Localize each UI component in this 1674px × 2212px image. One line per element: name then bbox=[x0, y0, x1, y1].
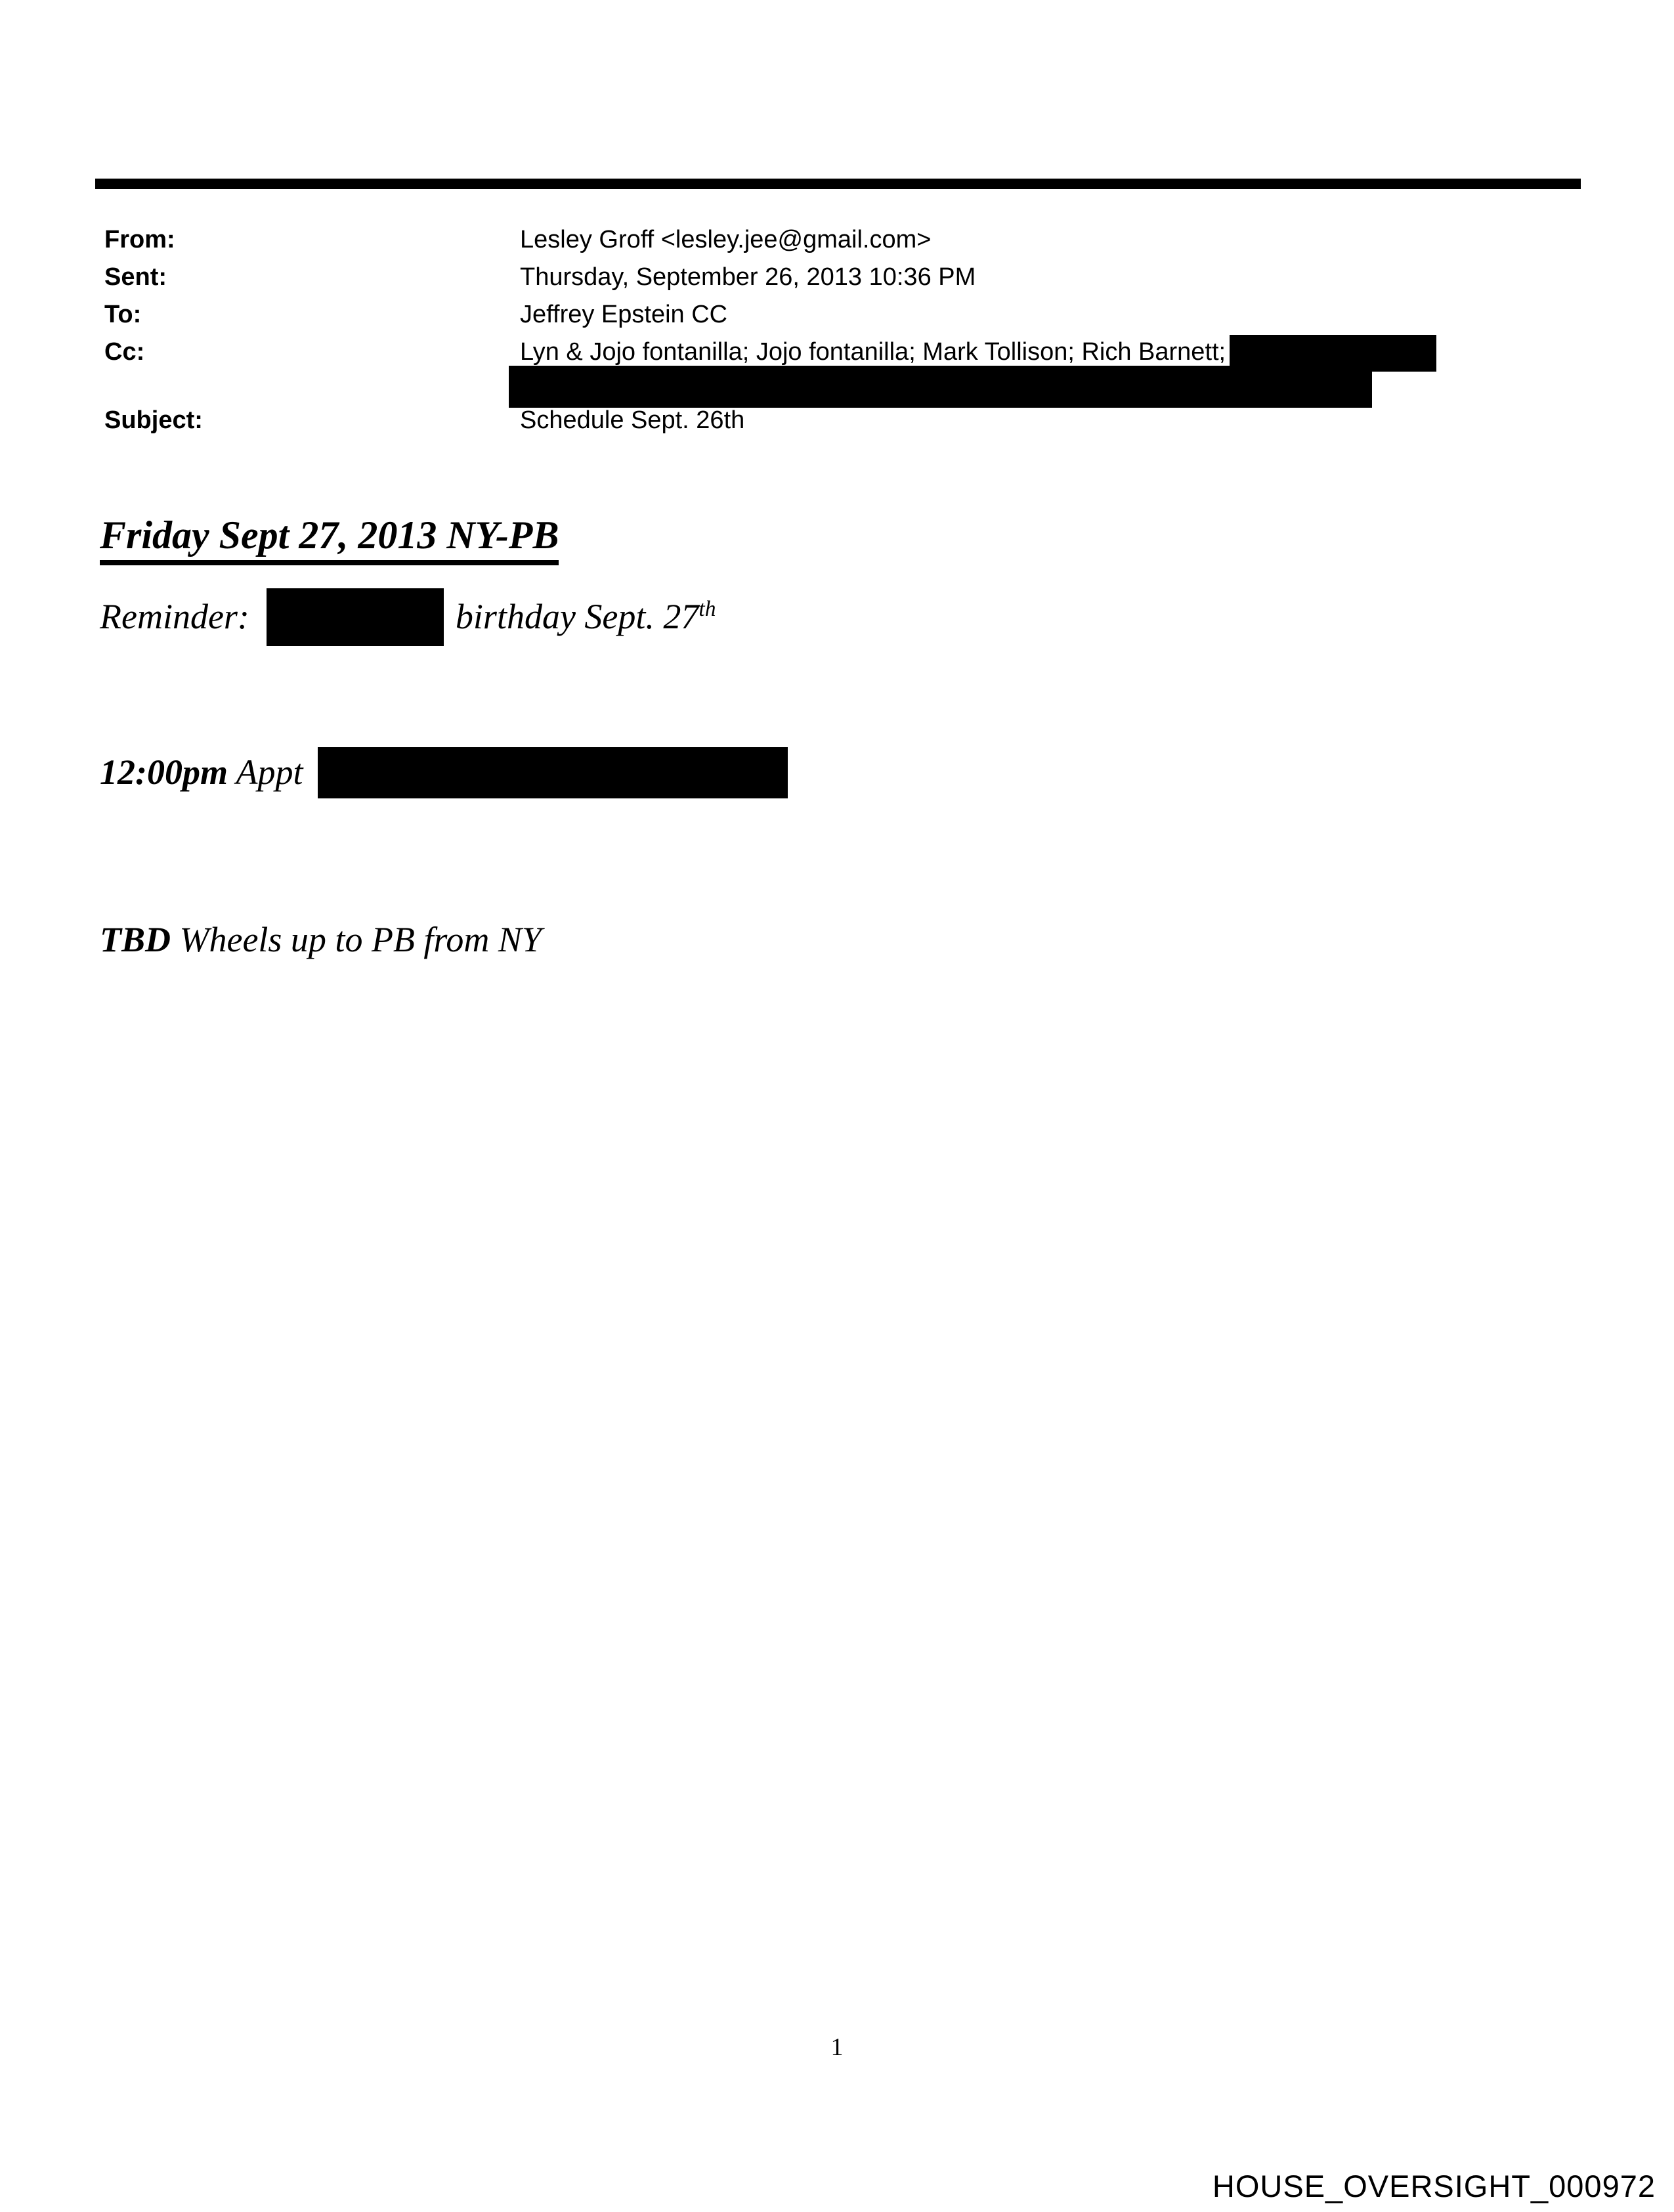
cc-label: Cc: bbox=[104, 338, 145, 366]
redaction-box-reminder bbox=[267, 588, 444, 646]
reminder-label: Reminder: bbox=[100, 597, 249, 637]
reminder-text bbox=[456, 597, 716, 636]
schedule-day-heading bbox=[100, 513, 559, 565]
reminder-line bbox=[100, 588, 716, 646]
header-field-subject bbox=[104, 402, 744, 439]
appointment-line bbox=[100, 747, 788, 798]
sent-label: Sent: bbox=[104, 263, 167, 291]
header-field-to bbox=[104, 296, 727, 334]
cc-value-text: Lyn & Jojo fontanilla; Jojo fontanilla; Mark Tollison; Rich Barnett; bbox=[520, 338, 1226, 366]
tbd-text: Wheels up to PB from NY bbox=[171, 920, 542, 959]
redaction-box-appointment bbox=[318, 747, 788, 798]
reminder-ordinal: th bbox=[698, 597, 716, 622]
appointment-label: Appt bbox=[228, 752, 303, 792]
subject-value: Schedule Sept. 26th bbox=[520, 406, 745, 434]
tbd-label: TBD bbox=[100, 920, 171, 959]
from-value: Lesley Groff <lesley.jee@gmail.com> bbox=[520, 226, 932, 253]
to-label: To: bbox=[104, 301, 142, 328]
header-field-sent bbox=[104, 259, 976, 296]
bates-stamp: HOUSE_OVERSIGHT_000972 bbox=[1212, 2169, 1656, 2203]
subject-label: Subject: bbox=[104, 406, 203, 434]
schedule-day-heading-text: Friday Sept 27, 2013 NY-PB bbox=[100, 513, 559, 565]
tbd-line bbox=[100, 921, 542, 959]
from-label: From: bbox=[104, 226, 175, 253]
sent-value: Thursday, September 26, 2013 10:36 PM bbox=[520, 263, 976, 291]
appointment-time: 12:00pm bbox=[100, 752, 228, 792]
reminder-text-main: birthday Sept. 27 bbox=[455, 597, 699, 637]
header-field-from bbox=[104, 221, 931, 259]
page-number: 1 bbox=[830, 2033, 844, 2061]
to-value: Jeffrey Epstein CC bbox=[520, 301, 728, 328]
header-divider-rule bbox=[95, 179, 1581, 189]
